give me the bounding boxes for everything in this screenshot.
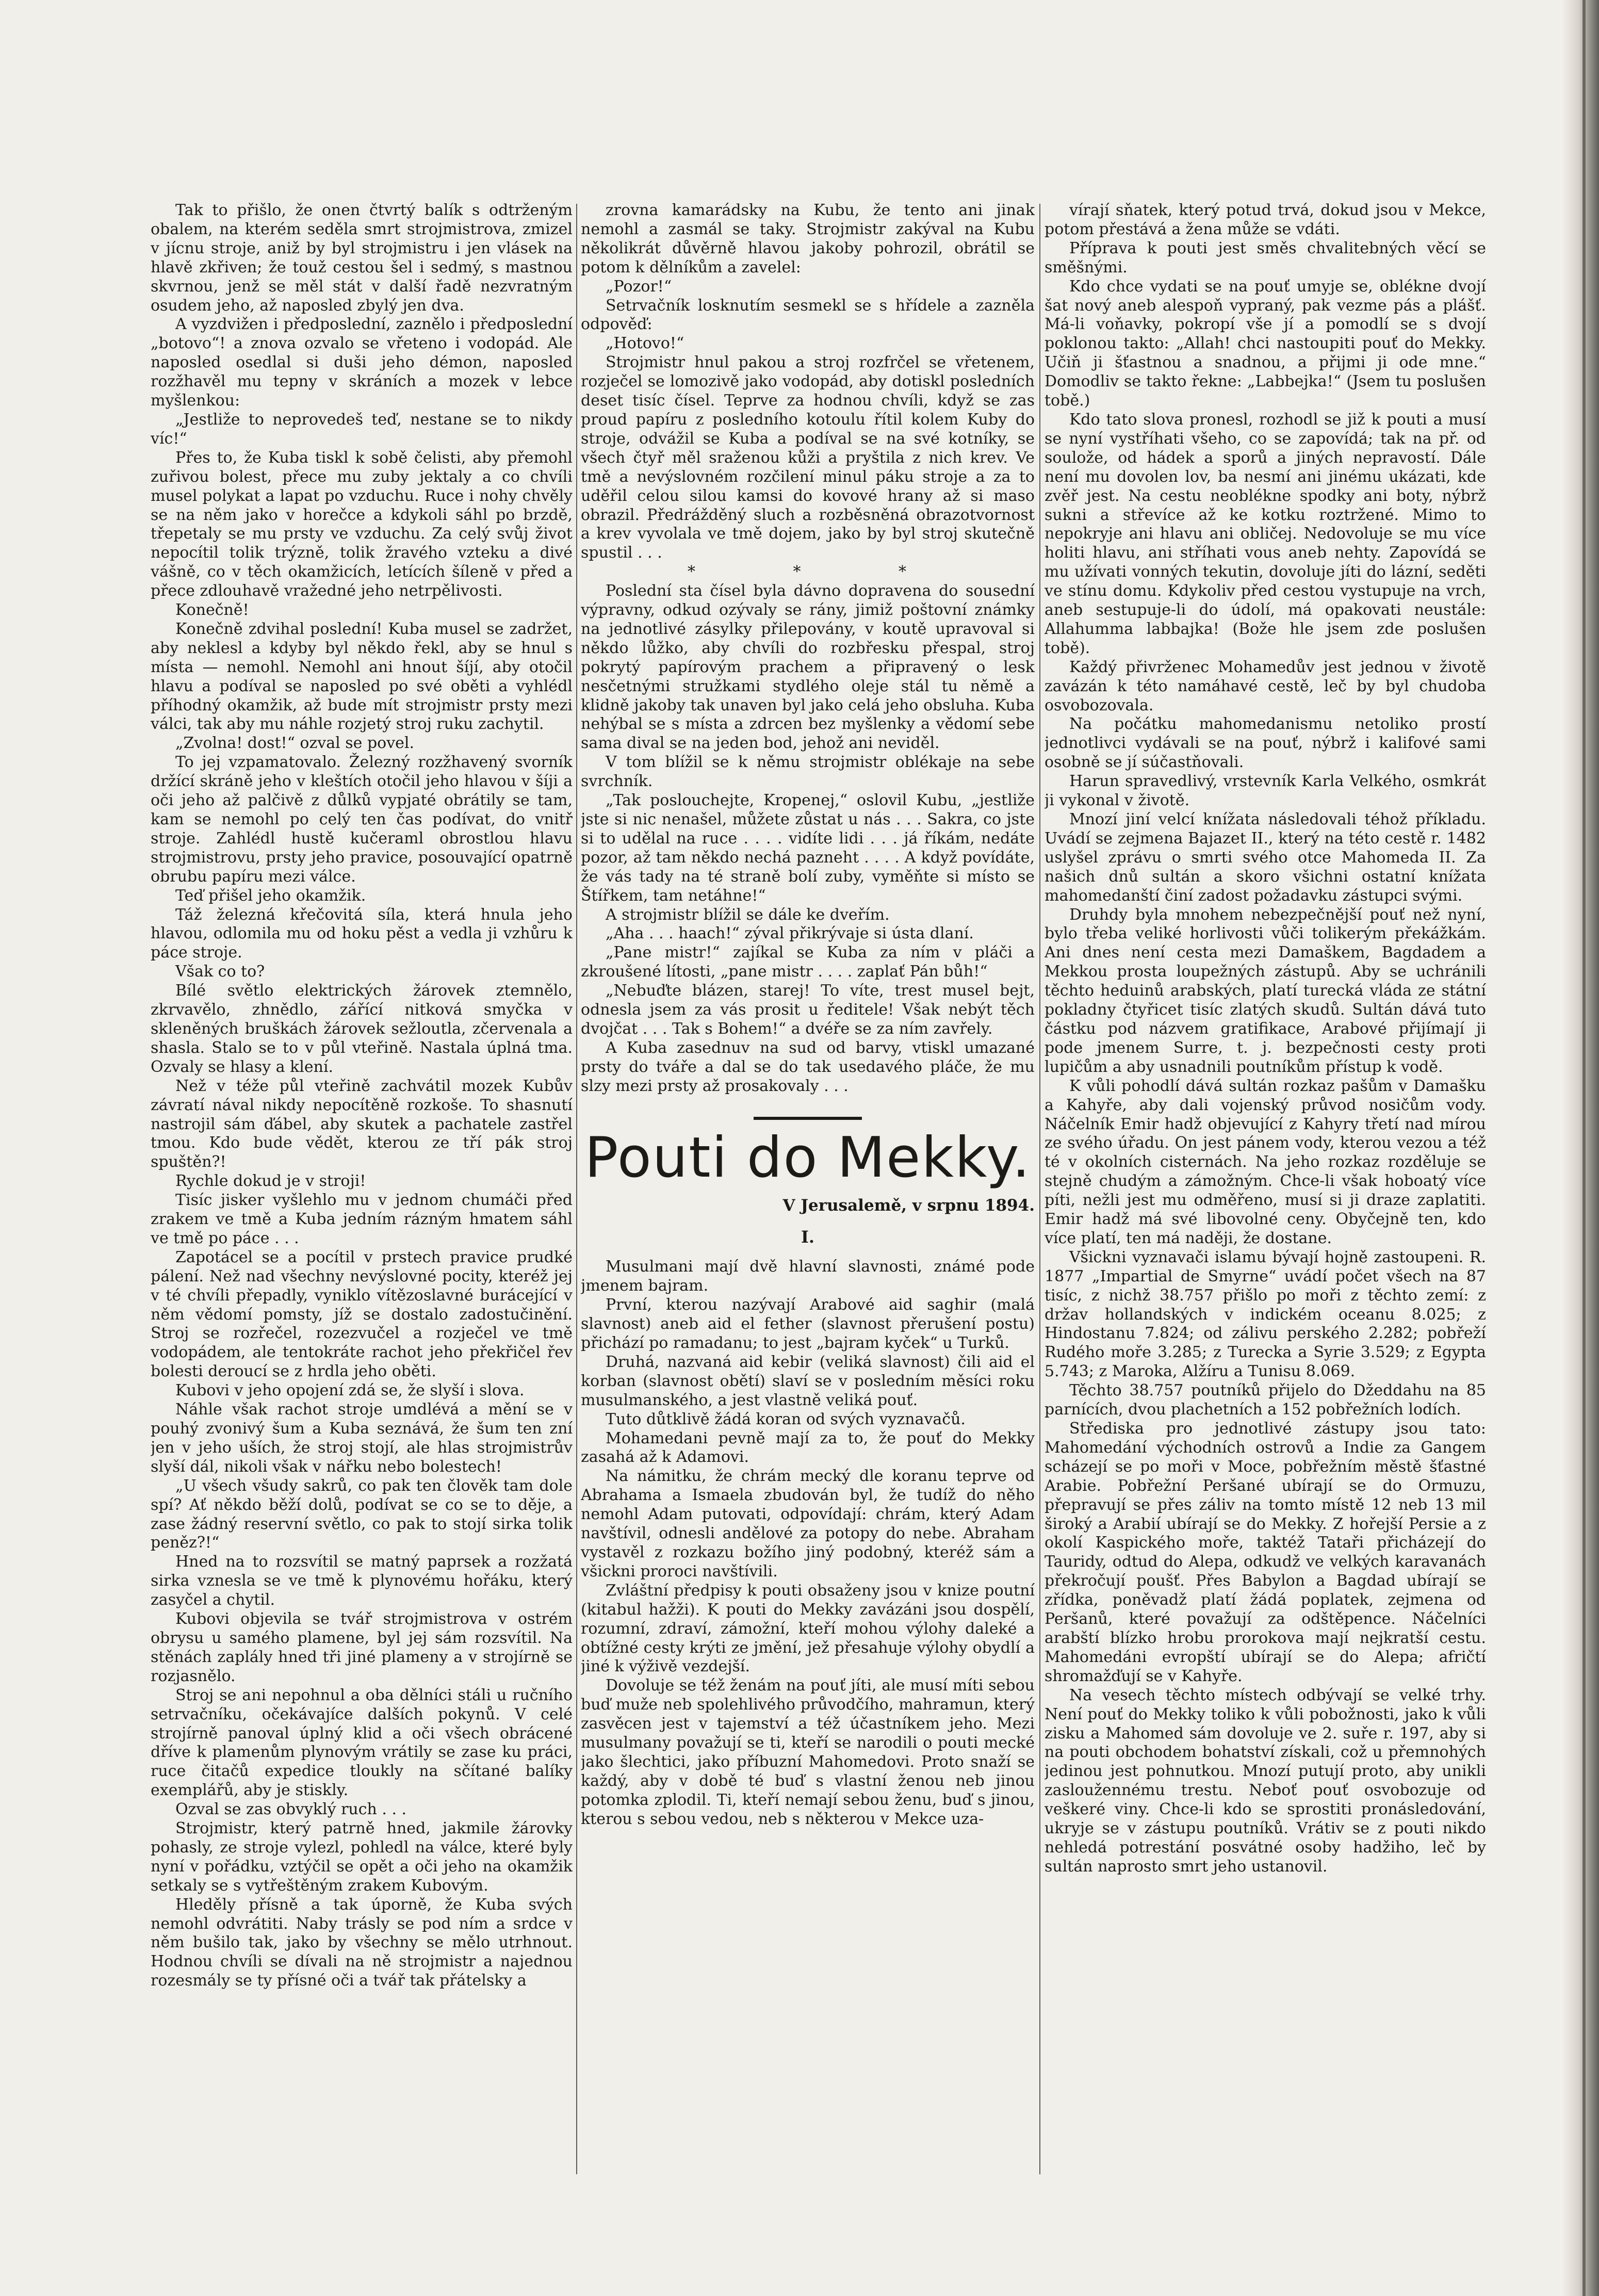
paragraph: Hleděly přísně a tak úporně, že Kuba svých nemohl odvrátiti. Naby trásly se pod ním a srdce v něm bušilo tak, jako by všechny se mělo utrhnout. Hodnou chvíli se dívali na ně strojmistr a najednou rozesmály se ty přísné oči a tvář tak přátelsky a: [151, 1895, 573, 1990]
paragraph: A strojmistr blížil se dále ke dveřím.: [606, 905, 890, 924]
story-continuation: [581, 201, 1035, 563]
paragraph: „Zvolna! dost!“ ozval se povel.: [175, 734, 415, 753]
column-rule: [1039, 204, 1040, 2174]
paragraph: Táž železná křečovitá síla, která hnula jeho hlavou, odlomila mu od hoku pěst a vedla ji vzhůru k páce stroje.: [151, 905, 573, 962]
paragraph: Na vesech těchto místech odbývají se velké trhy. Není pouť do Mekky toliko k vůli pobožnosti, jako k vůli zisku a Mahomed sám dovoluje ve 2. suře r. 197, aby si na pouti obchodem bohatství získali, což u přemnohých jedinou jest pohnutkou. Mnozí putují proto, aby unikli zasloužennému trestu. Neboť pouť osvobozuje od veškeré viny. Chce-li kdo se sprostiti pronásledování, ukryje se v zástupu poutníků. Vrátiv se z pouti nikdo nehledá potrestání posvátné osoby hadžiho, leč by sultán naprosto smrt jeho ustanovil.: [1045, 1686, 1486, 1876]
paragraph: Kdo tato slova pronesl, rozhodl se již k pouti a musí se nyní vystříhati všeho, co se zapovídá; tak na př. od soulože, od hádek a sporů a jiných nepravostí. Dále není mu dovolen lov, ba nesmí ani jinému ukázati, kde zvěř jest. Na cestu neoblékne spodky ani boty, nýbrž sukni a střevíce až ke kotku roztržené. Mimo to nepokryje ani hlavu ani obličej. Nedovoluje se mu více holiti hlavu, ani stříhati vous aneb nehty. Zapovídá se mu užívati vonných tekutin, dovoluje jíti do lázní, seděti ve stínu domu. Kdykoliv před cestou vystupuje na vrch, aneb sestupuje-li do údolí, má opakovati neustále: Allahumma labbajka! (Bože hle jsem zde poslušen tobě).: [1045, 410, 1486, 657]
paragraph: Druhdy byla mnohem nebezpečnější pouť než nyní, bylo třeba veliké horlivosti vůči tolikerým překážkám. Ani dnes není cesta mezi Damaškem, Bagdadem a Mekkou prosta loupežných zástupů. Aby se uchránili těchto heduinů arabských, platí turecká vláda ze státní pokladny čtyřicet tisíc zlatých skudů. Sultán dává tuto částku pod názvem gratifikace, Arabové přijímají ji pode jmenem Surre, t. j. bezpečnosti cesty proti lupičům a aby usnadnili poutníkům přístup k vodě.: [1045, 905, 1486, 1076]
paragraph: „Pozor!“: [606, 277, 672, 296]
column-rule: [576, 204, 577, 2174]
paragraph: Konečně zdvihal poslední! Kuba musel se zadržet, aby neklesl a kdyby byl někdo řekl, aby se hnul s místa — nemohl. Nemohl ani hnout šíjí, aby otočil hlavu a podíval se naposled po své oběti a vyhlédl příhodný okamžik, až bude mít strojmistr prsty mezi válci, tak aby mu náhle rozjetý stroj ruku zachytil.: [151, 620, 573, 734]
column-right: [1045, 201, 1486, 2172]
paragraph: Kubovi v jeho opojení zdá se, že slyší i slova.: [175, 1381, 525, 1400]
paragraph: Na počátku mahomedanismu netoliko prostí jednotlivci vydávali se na pouť, nýbrž i kalifové sami osobně se jí súčastňovali.: [1045, 715, 1486, 772]
paragraph: „U všech všudy sakrů, co pak ten člověk tam dole spí? Ať někdo běží dolů, podívat se co se to děje, a zase žádný reservní světlo, co pak to stojí sirka tolik peněz?!“: [151, 1476, 573, 1552]
article-dateline: V Jerusalemě, v srpnu 1894.: [782, 1196, 1035, 1215]
paragraph: První, kterou nazývají Arabové aid saghir (malá slavnost) aneb aid el fether (slavnost přerušení postu) přichází po ramadanu; to jest „bajram kyček“ u Turků.: [581, 1296, 1035, 1353]
paragraph: Zvláštní předpisy k pouti obsaženy jsou v knize poutní (kitabul hažži). K pouti do Mekky zavázáni jsou dospělí, rozumní, zdraví, zámožní, kteří mohou výlohy daleké a obtížné cesty krýti ze jmění, jež přesahuje výlohy obydlí a jiné k výživě vezdejší.: [581, 1581, 1035, 1676]
paragraph: „Hotovo!“: [606, 334, 684, 353]
paragraph: Teď přišel jeho okamžik.: [175, 886, 366, 905]
paragraph: Mohamedani pevně mají za to, že pouť do Mekky zasahá až k Adamovi.: [581, 1429, 1035, 1467]
paragraph: vírají sňatek, který potud trvá, dokud jsou v Mekce, potom přestává a žena může se vdáti.: [1045, 201, 1486, 238]
paragraph: „Tak poslouchejte, Kropenej,“ oslovil Kubu, „jestliže jste si nic nenašel, můžete zůstat u nás . . . Sakra, co jste si to udělal na ruce . . . . vidíte lidi . . . já říkám, nedáte pozor, až tam někdo nechá pazneht . . . . A když povídáte, že vás tady na té straně bolí zuby, vyměňte si místo se Štířkem, tam netáhne!“: [581, 791, 1035, 905]
paragraph: Mnozí jiní velcí knížata následovali téhož příkladu. Uvádí se zejmena Bajazet II., který na této cestě r. 1482 uslyšel zprávu o smrti svého otce Mahomeda II. Za našich dnů sultán a skoro všichni ostatní knížata mahomedanští činí zadost požadavku zástupci svými.: [1045, 810, 1486, 905]
paragraph: „Nebuďte blázen, starej! To víte, trest musel bejt, odnesla jsem za vás prosit u ředitele! Však nebýt těch dvojčat . . . Tak s Bohem!“ a dvéře se za ním zavřely.: [581, 982, 1035, 1038]
paragraph: Náhle však rachot stroje umdlévá a mění se v pouhý zvonivý šum a Kuba seznává, že šum ten zní jen v jeho uších, že stroj stojí, ale hlas strojmistrův slyší dál, nikoli však v nářku nebo bolestech!: [151, 1401, 573, 1476]
column-left: [151, 201, 573, 2172]
paragraph: Druhá, nazvaná aid kebir (veliká slavnost) čili aid el korban (slavnost obětí) slaví se v posledním měsíci roku musulmanského, a jest vlastně veliká pouť.: [581, 1353, 1035, 1409]
paragraph: Než v téže půl vteřině zachvátil mozek Kubův závratí nával nikdy nepocítěně rozkoše. To shasnutí nastrojil sám ďábel, aby skutek a pachatele zastřel tmou. Kdo bude vědět, kterou ze tří pák stroj spuštěn?!: [151, 1077, 573, 1171]
paragraph: Přes to, že Kuba tiskl k sobě čelisti, aby přemohl zuřivou bolest, přece mu zuby jektaly a co chvíli musel polykat a lapat po vzduchu. Ruce i nohy chvěly se na něm jako v horečce a kdykoli sáhl po brzdě, třepetaly se mu prsty ve vzduchu. Za celý svůj život nepocítil tolik trýzně, tolik žravého vzteku a divé vášně, co v těch okamžicích, letících šíleně v před a přece zdlouhavě vražedné jeho netrpělivosti.: [151, 448, 573, 600]
paragraph: Na námitku, že chrám mecký dle koranu teprve od Abrahama a Ismaela zbudován byl, že tudíž do něho nemohl Adam putovati, odpovídají: chrám, který Adam navštívil, odnesli andělové za potopy do nebe. Abraham vystavěl z rozkazu božího jiný podobný, kteréž sám a všickni proroci navštívili.: [581, 1467, 1035, 1581]
paragraph: „Jestliže to neprovedeš teď, nestane se to nikdy víc!“: [151, 410, 573, 448]
paragraph: Příprava k pouti jest směs chvalitebných věcí se směšnými.: [1045, 239, 1486, 276]
paragraph: zrovna kamarádsky na Kubu, že tento ani jinak nemohl a zasmál se taky. Strojmistr zakýval na Kubu několikrát důvěrně hlavou jakoby pohrozil, obrátil se potom k dělníkům a zavelel:: [581, 201, 1035, 276]
section-divider: [754, 1117, 862, 1120]
paragraph: Kdo chce vydati se na pouť umyje se, oblékne dvojí šat nový aneb alespoň vypraný, pak vezme pás a plášť. Má-li voňavky, pokropí vše jí a pomodlí se s dvojí poklonou takto: „Allah! chci nastoupiti pouť do Mekky. Učiň ji šťastnou a snadnou, a přijmi ji ode mne.“ Domodliv se takto řekne: „Labbejka!“ (Jsem tu poslušen tobě.): [1045, 277, 1486, 410]
paragraph: „Pane mistr!“ zajíkal se Kuba za ním v pláči a zkroušené lítosti, „pane mistr . . . . zaplať Pán bůh!“: [581, 943, 1035, 981]
paragraph: Střediska pro jednotlivé zástupy jsou tato: Mahomedání východních ostrovů a Indie za Gangem scházejí se po moři v Moce, pobřežním městě šťastné Arabie. Pobřežní Peršané ubírají se do Ormuzu, přepravují se přes záliv na tomto místě 12 neb 13 mil široký a Arabií ubírají se do Mekky. Z hořejší Persie a z okolí Kaspického moře, taktéž Tataři přicházejí do Tauridy, odtud do Alepa, odkudž ve velkých karavanách překročují poušť. Přes Babylon a Bagdad ubírají se zřídka, poněvadž platí žádá poplatek, zejmena od Peršanů, které považují za odštěpence. Náčelníci arabští blízko hrobu prorokova mají nejkratší cestu. Mahomedáni evropští ubírají se do Alepa; afričtí shromažďují se v Kahyře.: [1045, 1420, 1486, 1685]
paragraph: Rychle dokud je v stroji!: [175, 1172, 366, 1191]
paragraph: Stroj se ani nepohnul a oba dělníci stáli u ručního setrvačníku, očekávajíce dalších pokynů. V celé strojírně panoval úplný klid a oči všech obrácené dříve k plamenům plynovým vrátily se zase ku práci, ruce čitačů expedice tloukly na sčítané balíky exemplářů, aby je stiskly.: [151, 1686, 573, 1800]
paragraph: Tuto důtklivě žádá koran od svých vyznavačů.: [606, 1410, 966, 1428]
column-middle: [581, 201, 1035, 2172]
paragraph: Však co to?: [175, 963, 265, 981]
paragraph: Těchto 38.757 poutníků přijelo do Džeddahu na 85 parnících, dvou plachetních a 152 pobřežních lodích.: [1045, 1381, 1486, 1419]
paragraph: Strojmistr, který patrně hned, jakmile žárovky pohasly, ze stroje vylezl, pohledl na válce, které byly nyní v pořádku, vztýčil se opět a oči jeho na okamžik setkaly se s vytřeštěným zrakem Kubovým.: [151, 1819, 573, 1895]
paragraph: Strojmistr hnul pakou a stroj rozfrčel se vřetenem, rozječel se lomozivě jako vodopád, aby dotiskl posledních deset tisíc čísel. Teprve za hodnou chvíli, když se zas proud papíru z posledního kotoulu řítil kolem Kuby do stroje, odvážil se Kuba a podíval se na své kotníky, se všech čtyř měl sraženou kůži a pryštila z nich krev. Ve tmě a nevýslovném rozčilení minul páku stroje a za to uděřil celou silou kamsi do kovové hrany až si maso obrazil. Předrážděný sluch a rozběsněná obrazotvornost a krev vyvolala ve tmě dojem, jako by byl stroj skutečně spustil . . .: [581, 353, 1035, 562]
paragraph: Každý přivrženec Mohamedův jest jednou v životě zavázán k této namáhavé cestě, leč by byl chudoba osvobozovala.: [1045, 658, 1486, 714]
paragraph: Tak to přišlo, že onen čtvrtý balík s odtrženým obalem, na kterém seděla smrt strojmistrova, zmizel v jícnu stroje, aniž by byl strojmistru i jen vlásek na hlavě zkřiven; že touž cestou šel i sedmý, s mastnou skvrnou, jenž se měl stát v další řadě nezvratným osudem jeho, až naposled zbylý jen dva.: [151, 201, 573, 315]
paragraph: Harun spravedlivý, vrstevník Karla Velkého, osmkrát ji vykonal v životě.: [1045, 772, 1486, 810]
paragraph: A vyzdvižen i předposlední, zaznělo i předposlední „botovo“! a znova ozvalo se vřeteno i vodopád. Ale naposled osedlal si duši jeho démon, naposled rozžhavěl mu tepny v skráních a mozek v lebce myšlenkou:: [151, 315, 573, 410]
paragraph: V tom blížil se k němu strojmistr oblékaje na sebe svrchník.: [581, 753, 1035, 791]
section-ornament: * * *: [687, 563, 953, 581]
paragraph: To jej vzpamatovalo. Železný rozžhavený svorník držící skráně jeho v kleštích otočil jeho hlavou v šíji a oči jeho až palčivě z důlků vypjaté obrátily se tam, kam se nemohl po celý ten čas podívat, do vnitř stroje. Zahlédl hustě kučeraml obrostlou hlavu strojmistrovu, prsty jeho pravice, posouvající opatrně obrubu papíru mezi válce.: [151, 753, 573, 886]
paragraph: Poslední sta čísel byla dávno dopravena do sousední výpravny, odkud ozývaly se rány, jimiž poštovní známky na jednotlivé zásylky přilepovány, v koutě upravoval si někdo lůžko, aby chvíli do rozbřesku přespal, stroj pokrytý papírovým prachem a připravený o lesk nesčetnými stružkami stydlého oleje stál tu němě a klidně jakoby tak unaven byl jako celá jeho obsluha. Kuba nehýbal se s místa a zdrcen bez myšlenky a vědomí sebe sama dival se na jeden bod, jehož ani neviděl.: [581, 582, 1035, 753]
paragraph: Tisíc jisker vyšlehlo mu v jednom chumáči před zrakem ve tmě a Kuba jedním rázným hmatem sáhl ve tmě po páce . . .: [151, 1191, 573, 1247]
paragraph: „Aha . . . haach!“ zýval přikrývaje si ústa dlaní.: [606, 924, 974, 943]
page-edge: [1562, 0, 1599, 2296]
paragraph: Konečně!: [175, 601, 249, 620]
paragraph: Všickni vyznavači islamu bývají hojně zastoupeni. R. 1877 „Impartial de Smyrne“ uvádí počet všech na 87 tisíc, z nichž 38.757 přišlo po moři z těchto zemí: z držav hollandských v indickém oceanu 8.025; z Hindostanu 7.824; od zálivu perského 2.282; pobřeží Rudého moře 3.285; z Turecka a Syrie 3.529; z Egypta 5.743; z Maroka, Alžíru a Tunisu 8.069.: [1045, 1248, 1486, 1381]
paragraph: Dovoluje se též ženám na pouť jíti, ale musí míti sebou buď muže neb spolehlivého průvodčího, mahramun, který zasvěcen jest v tajemství a též účastníkem jeho. Mezi musulmany považují se ti, kteří se narodili o pouti mecké jako šlechtici, jako příbuzní Mahomedovi. Proto snaží se každý, aby v době té buď s vlastní ženou neb jinou potomka zplodil. Ti, kteří nemají sebou ženu, buď s jinou, kterou s sebou vedou, neb s některou v Mekce uza-: [581, 1676, 1035, 1828]
paragraph: Zapotácel se a pocítil v prstech pravice prudké pálení. Než nad všechny nevýslovné pocity, kteréž jej v té chvíli přepadly, vyniklo vítězoslavné burácející v něm vědomí pomsty, jíž se dostalo zadostučinění. Stroj se rozřečel, rozezvučel a rozječel ve tmě vodopádem, ale tentokráte rachot jeho překřičel řev bolesti deroucí se z hrdla jeho oběti.: [151, 1248, 573, 1381]
paragraph: Hned na to rozsvítil se matný paprsek a rozžatá sirka vznesla se ve tmě k plynovému hořáku, který zasyčel a chytil.: [151, 1553, 573, 1609]
paragraph: Setrvačník losknutím sesmekl se s hřídele a zazněla odpověď:: [581, 296, 1035, 334]
chapter-number: I.: [801, 1227, 815, 1247]
paragraph: Bílé světlo elektrických žárovek ztemnělo, zkrvavělo, zhnědlo, zářící nitková smyčka v skleněných bruškách žárovek sežloutla, zčervenala a shasla. Stalo se to v půl vteřině. Nastala úplná tma. Ozvaly se hlasy a klení.: [151, 982, 573, 1076]
article-body: [581, 1258, 1035, 1829]
paragraph: Kubovi objevila se tvář strojmistrova v ostrém obrysu u samého plamene, byl jej sám rozsvítil. Na stěnách zaplály hned tři jiné plameny a v strojírně se rozjasnělo.: [151, 1610, 573, 1685]
paragraph: K vůli pohodlí dává sultán rozkaz pašům v Damašku a Kahyře, aby dali vojenský průvod nosičům vody. Náčelník Emir hadž objevující z Kahyry třetí nad mírou ze svého úřadu. On jest pánem vody, kterou vezou a též té v okolních cisternách. Na jeho rozkaz rozděluje se stejně chudým a zámožným. Chce-li však hoboatý více píti, nežli jest mu odměřeno, musí si ji draze zaplatiti. Emir hadž má své libovolné ceny. Obyčejně ten, kdo více platí, ten má naději, že dostane.: [1045, 1077, 1486, 1247]
paragraph: A Kuba zasednuv na sud od barvy, vtiskl umazané prsty do tváře a dal se do tak usedavého pláče, že mu slzy mezi prsty až prosakovaly . . .: [581, 1038, 1035, 1095]
article-title: Pouti do Mekky.: [584, 1125, 1031, 1190]
paragraph: Ozval se zas obvyklý ruch . . .: [175, 1800, 407, 1819]
story-ending: [581, 582, 1035, 1096]
paragraph: Musulmani mají dvě hlavní slavnosti, známé pode jmenem bajram.: [581, 1258, 1035, 1295]
